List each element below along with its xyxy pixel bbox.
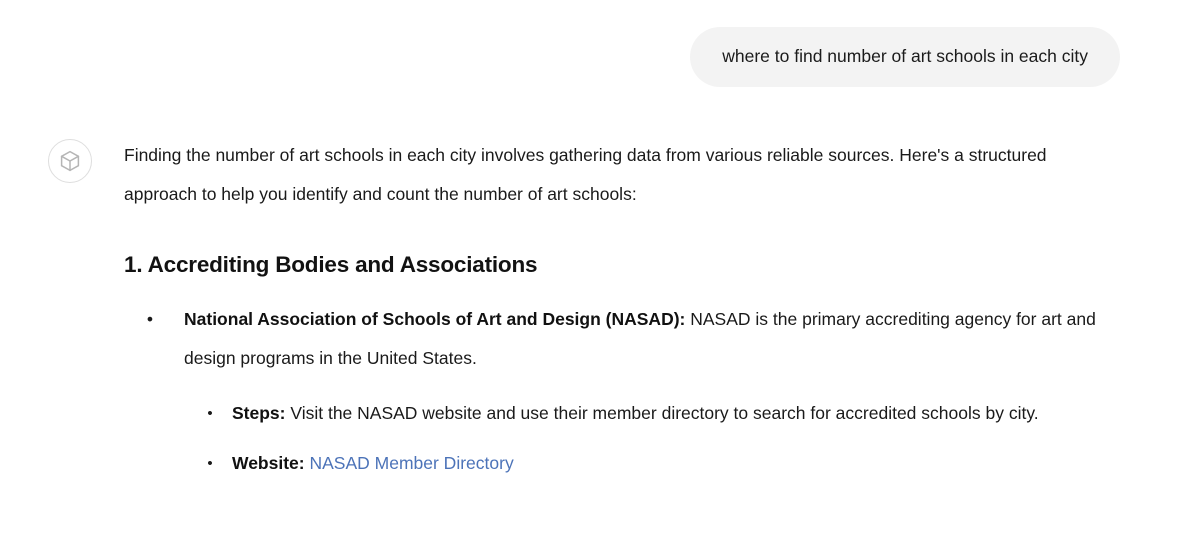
assistant-message-content <box>124 136 1200 483</box>
bullet-marker: • <box>207 405 213 422</box>
bullet-marker: • <box>146 309 154 329</box>
section-heading: 1. Accrediting Bodies and Associations <box>124 252 538 277</box>
assistant-message-row <box>0 139 1200 483</box>
assistant-intro-paragraph: Finding the number of art schools in each city involves gathering data from various reliable sources. Here's a structured approach to help you identify and count the number of art schools: <box>124 145 1047 204</box>
user-message-row <box>0 27 1120 87</box>
list-item-body: NASAD is the primary accrediting agency for art and design programs in the United States. <box>184 309 1096 368</box>
list-item <box>203 444 1128 483</box>
list-item-body: Visit the NASAD website and use their member directory to search for accredited schools by city. <box>285 403 1039 423</box>
user-message-bubble[interactable] <box>690 27 1120 87</box>
list-item-text <box>232 453 514 473</box>
list-item-text <box>184 309 1096 368</box>
list-item-text <box>232 403 1039 423</box>
bullet-list-level-1 <box>124 300 1128 483</box>
list-item-lead: National Association of Schools of Art and Design (NASAD): <box>184 309 686 329</box>
bullet-list-level-2 <box>184 394 1128 483</box>
cube-icon <box>58 149 82 173</box>
list-item-lead: Steps: <box>232 403 286 423</box>
list-item-lead: Website: <box>232 453 305 473</box>
assistant-avatar <box>48 139 92 183</box>
user-message-text: where to find number of art schools in each city <box>722 46 1088 66</box>
list-item <box>203 394 1128 433</box>
nasad-member-directory-link[interactable]: NASAD Member Directory <box>309 453 514 473</box>
list-item <box>140 300 1128 483</box>
bullet-marker: • <box>207 455 213 472</box>
